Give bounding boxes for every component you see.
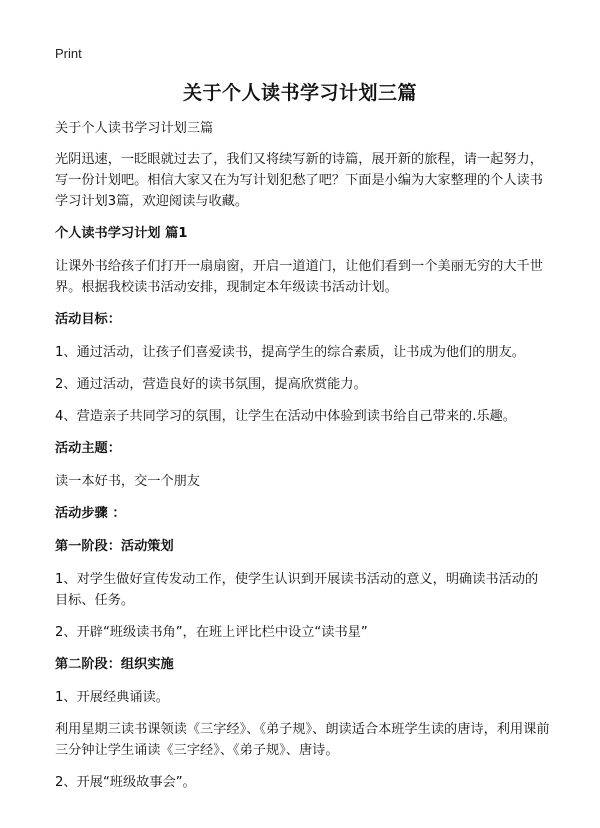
goals-heading: 活动目标： xyxy=(55,312,121,327)
phase-item: 1、对学生做好宣传发动工作，使学生认识到开展读书活动的意义，明确读书活动的目标、任务。 xyxy=(55,572,539,608)
phase-item: 1、开展经典诵读。 xyxy=(55,690,169,705)
phase-heading: 第一阶段：活动策划 xyxy=(55,539,174,554)
intro-paragraph: 光阴迅速，一眨眼就过去了，我们又将续写新的诗篇，展开新的旅程，请一起努力，写一份计划吧。相信大家又在为写计划犯愁了吧？下面是小编为大家整理的个人读书学习计划3篇，欢迎阅读与收藏。 xyxy=(55,152,543,209)
phase-heading: 第二阶段：组织实施 xyxy=(55,657,174,672)
phase-item: 2、开辟“班级读书角”，在班上评比栏中设立“读书星” xyxy=(55,625,368,640)
steps-heading: 活动步骤 ： xyxy=(55,506,126,521)
goal-item: 4、营造亲子共同学习的氛围，让学生在活动中体验到读书给自己带来的.乐趣。 xyxy=(55,409,516,424)
theme-heading: 活动主题： xyxy=(55,441,121,456)
phase-item: 2、开展“班级故事会”。 xyxy=(55,775,196,790)
phase-item: 利用星期三读书课领读《三字经》、《弟子规》、朗读适合本班学生读的唐诗，利用课前三分钟让学生诵读《三字经》、《弟子规》、唐诗。 xyxy=(55,722,550,758)
goal-item: 2、通过活动，营造良好的读书氛围，提高欣赏能力。 xyxy=(55,377,367,392)
print-link[interactable]: Print xyxy=(55,46,82,61)
article-subtitle: 关于个人读书学习计划三篇 xyxy=(55,121,214,136)
article-body xyxy=(55,118,550,804)
section-heading: 个人读书学习计划 篇1 xyxy=(55,226,188,241)
theme-text: 读一本好书，交一个朋友 xyxy=(55,474,201,489)
page-title: 关于个人读书学习计划三篇 xyxy=(182,82,417,104)
section-intro-paragraph: 让课外书给孩子们打开一扇扇窗，开启一道道门，让他们看到一个美丽无穷的大千世界。根据我校读书活动安排，现制定本年级读书活动计划。 xyxy=(55,259,543,295)
goal-item: 1、通过活动，让孩子们喜爱读书，提高学生的综合素质，让书成为他们的朋友。 xyxy=(55,345,525,360)
